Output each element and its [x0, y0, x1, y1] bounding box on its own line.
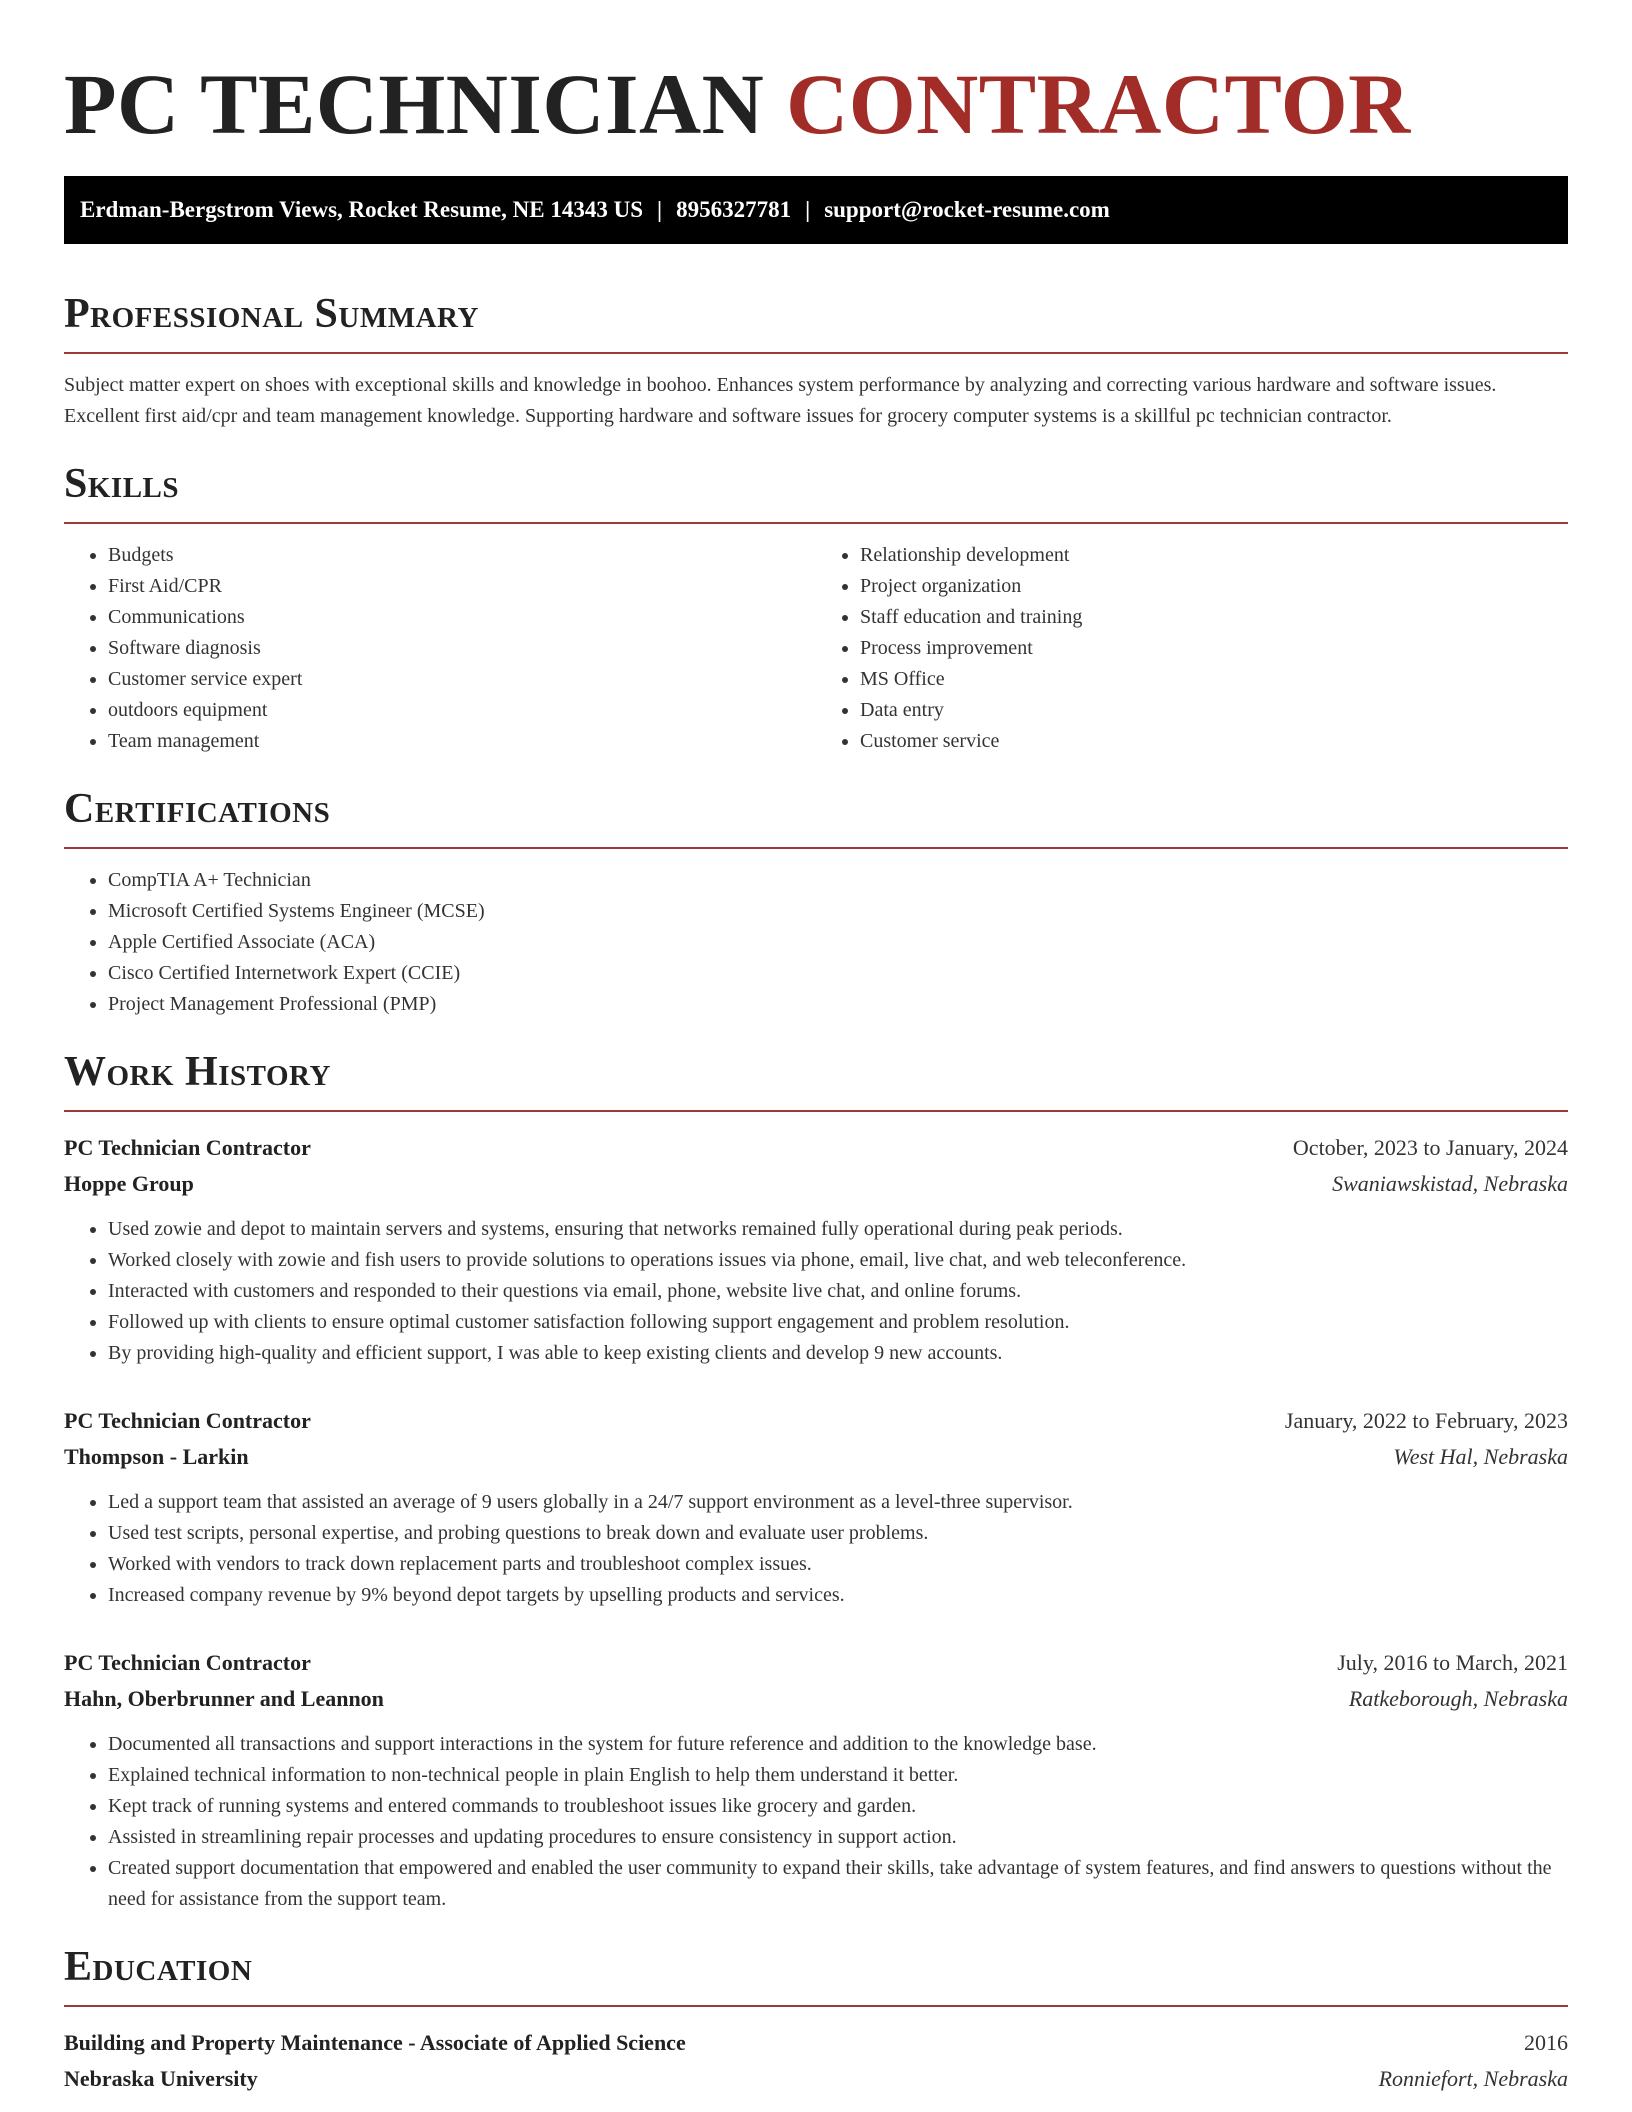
education-location: Ronniefort, Nebraska: [1378, 2066, 1568, 2091]
contact-address: Erdman-Bergstrom Views, Rocket Resume, NE 14343 US: [80, 197, 644, 222]
job-title: PC Technician Contractor: [64, 1135, 311, 1160]
skills-heading: Skills: [64, 461, 180, 507]
job-bullet: • Led a support team that assisted an average of 9 users globally in a 24/7 support environment as a level-three supervisor.: [108, 1487, 1568, 1518]
job-title: PC Technician Contractor: [64, 1650, 311, 1675]
job-bullet: • Worked closely with zowie and fish users to provide solutions to operations issues via phone, email, live chat, and web teleconference.: [108, 1245, 1568, 1276]
job-bullet: • Used test scripts, personal expertise, and probing questions to break down and evaluate user problems.: [108, 1518, 1568, 1549]
name-first: PC TECHNICIAN: [64, 56, 765, 152]
job-bullet: • Increased company revenue by 9% beyond depot targets by upselling products and services.: [108, 1580, 1568, 1611]
job-company: Hahn, Oberbrunner and Leannon: [64, 1686, 384, 1711]
skill-item: • Staff education and training: [860, 602, 1568, 633]
job-bullets: [64, 1214, 1568, 1369]
summary-heading: Professional Summary: [64, 291, 479, 337]
job-company-row: [64, 1439, 1568, 1475]
education-degree: Building and Property Maintenance - Associate of Applied Science: [64, 2030, 686, 2055]
job-bullet: • Used zowie and depot to maintain servers and systems, ensuring that networks remained fully operational during peak periods.: [108, 1214, 1568, 1245]
job-bullets: [64, 1487, 1568, 1611]
candidate-name: [64, 56, 1568, 152]
work-history-heading: Work History: [64, 1049, 331, 1095]
job-bullet: • Worked with vendors to track down replacement parts and troubleshoot complex issues.: [108, 1549, 1568, 1580]
skill-item: • Customer service expert: [108, 664, 816, 695]
job-location: Ratkeborough, Nebraska: [1348, 1686, 1568, 1711]
job-bullet: • Interacted with customers and responded to their questions via email, phone, website live chat, and online forums.: [108, 1276, 1568, 1307]
skill-item: • Project organization: [860, 571, 1568, 602]
job-entry: [64, 1403, 1568, 1611]
skills-list-left: [64, 540, 816, 757]
contact-phone: 8956327781: [676, 197, 792, 222]
job-bullet: • Kept track of running systems and entered commands to troubleshoot issues like grocery and garden.: [108, 1791, 1568, 1822]
job-entry: [64, 1130, 1568, 1369]
skill-item: • Data entry: [860, 695, 1568, 726]
job-dates: July, 2016 to March, 2021: [1337, 1650, 1568, 1675]
job-dates: October, 2023 to January, 2024: [1292, 1135, 1568, 1160]
skills-list-right: [816, 540, 1568, 757]
skill-item: • Process improvement: [860, 633, 1568, 664]
contact-separator: |: [805, 197, 811, 222]
job-bullet: • Followed up with clients to ensure optimal customer satisfaction following support engagement and problem resolution.: [108, 1307, 1568, 1338]
education-school-row: [64, 2061, 1568, 2097]
job-dates: January, 2022 to February, 2023: [1284, 1408, 1568, 1433]
job-company-row: [64, 1681, 1568, 1717]
certifications-list: [64, 865, 1568, 1020]
job-header-row: [64, 1403, 1568, 1439]
job-bullet: • Documented all transactions and support interactions in the system for future reference and addition to the knowledge base.: [108, 1729, 1568, 1760]
job-company-row: [64, 1166, 1568, 1202]
job-bullets: [64, 1729, 1568, 1915]
job-bullet: • Explained technical information to non-technical people in plain English to help them understand it better.: [108, 1760, 1568, 1791]
job-company: Hoppe Group: [64, 1171, 194, 1196]
skill-item: • Budgets: [108, 540, 816, 571]
skills-grid: [64, 540, 1568, 757]
contact-bar: [64, 176, 1568, 244]
job-company: Thompson - Larkin: [64, 1444, 249, 1469]
certification-item: • Cisco Certified Internetwork Expert (CCIE): [108, 958, 1568, 989]
job-location: Swaniawskistad, Nebraska: [1332, 1171, 1568, 1196]
skill-item: • First Aid/CPR: [108, 571, 816, 602]
certifications-heading: Certifications: [64, 786, 331, 832]
job-header-row: [64, 1645, 1568, 1681]
certification-item: • CompTIA A+ Technician: [108, 865, 1568, 896]
education-degree-row: [64, 2025, 1568, 2061]
contact-separator: |: [657, 197, 663, 222]
skill-item: • outdoors equipment: [108, 695, 816, 726]
certification-item: • Apple Certified Associate (ACA): [108, 927, 1568, 958]
job-title: PC Technician Contractor: [64, 1408, 311, 1433]
skill-item: • MS Office: [860, 664, 1568, 695]
skill-item: • Communications: [108, 602, 816, 633]
job-header-row: [64, 1130, 1568, 1166]
skill-item: • Team management: [108, 726, 816, 757]
contact-email: support@rocket-resume.com: [824, 197, 1110, 222]
summary-text: Subject matter expert on shoes with exceptional skills and knowledge in boohoo. Enhances system performance by analyzing and correcting various hardware and software issues. Excellent first aid/cpr and team management knowledge. Supporting hardware and software issues for grocery computer systems is a skillful pc technician contractor.: [64, 374, 1497, 427]
section-divider: [64, 522, 1568, 524]
education-heading: Education: [64, 1944, 253, 1990]
section-divider: [64, 352, 1568, 354]
job-location: West Hal, Nebraska: [1393, 1444, 1568, 1469]
skill-item: • Relationship development: [860, 540, 1568, 571]
section-divider: [64, 847, 1568, 849]
skill-item: • Customer service: [860, 726, 1568, 757]
skill-item: • Software diagnosis: [108, 633, 816, 664]
job-entry: [64, 1645, 1568, 1915]
section-divider: [64, 1110, 1568, 1112]
certification-item: • Project Management Professional (PMP): [108, 989, 1568, 1020]
section-divider: [64, 2005, 1568, 2007]
education-entry: [64, 2025, 1568, 2097]
education-school: Nebraska University: [64, 2066, 258, 2091]
job-bullet: • Assisted in streamlining repair processes and updating procedures to ensure consistency in support action.: [108, 1822, 1568, 1853]
education-year: 2016: [1524, 2030, 1568, 2055]
job-bullet: • Created support documentation that empowered and enabled the user community to expand their skills, take advantage of system features, and find answers to questions without the need for assistance from the support team.: [108, 1853, 1568, 1915]
certification-item: • Microsoft Certified Systems Engineer (MCSE): [108, 896, 1568, 927]
name-last: CONTRACTOR: [786, 56, 1411, 152]
job-bullet: • By providing high-quality and efficient support, I was able to keep existing clients and develop 9 new accounts.: [108, 1338, 1568, 1369]
